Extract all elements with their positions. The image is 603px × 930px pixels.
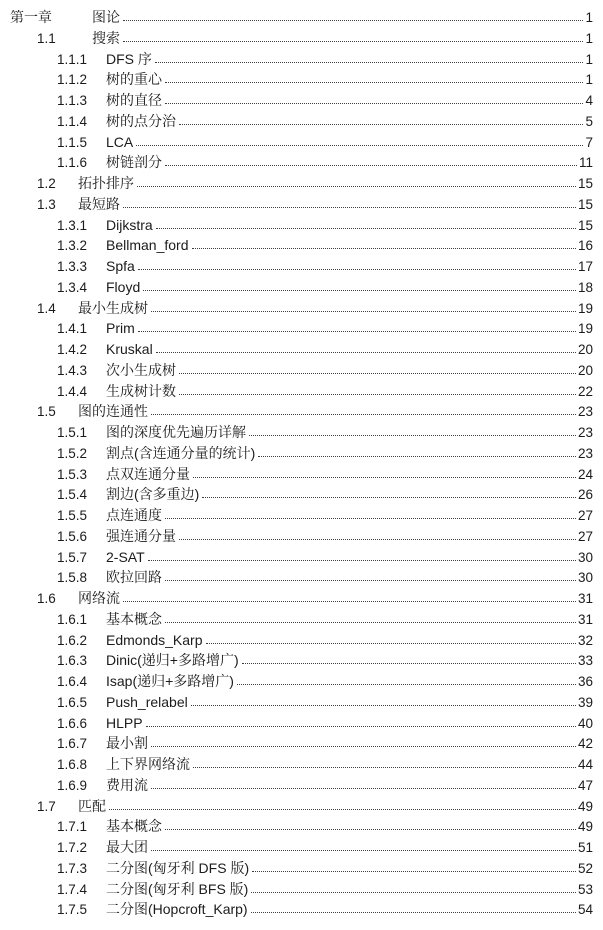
toc-entry-page: 49 [577, 798, 593, 814]
toc-entry-number: 1.1.1 [57, 51, 88, 67]
toc-entry-page: 1 [585, 10, 593, 25]
toc-entry-page: 47 [577, 777, 593, 793]
toc-entry-number: 1.5.7 [57, 549, 88, 565]
toc-entry-title: 生成树计数 [106, 382, 176, 399]
toc-entry-page: 26 [577, 487, 593, 503]
toc-entry-title: 二分图(Hopcroft_Karp) [106, 901, 248, 918]
toc-entry-title: 最小生成树 [78, 299, 148, 316]
toc-entry-title: 树的点分治 [106, 112, 176, 129]
dot-leader [165, 580, 576, 581]
toc-entry-number: 1.6.4 [57, 674, 88, 689]
toc-entry-page: 30 [577, 570, 593, 586]
toc-entry-page: 32 [577, 632, 593, 648]
toc-entry-page: 1 [585, 51, 593, 67]
toc-entry[interactable] [0, 671, 593, 692]
toc-entry[interactable] [0, 464, 593, 485]
toc-entry[interactable] [0, 422, 593, 443]
toc-entry-title: HLPP [106, 714, 143, 731]
toc-entry-number: 1.1 [37, 30, 56, 46]
toc-entry-number: 1.4.4 [57, 383, 88, 399]
toc-entry-page: 23 [577, 404, 593, 420]
toc-entry-title: Isap(递归+多路增广) [106, 673, 234, 689]
dot-leader [123, 601, 576, 602]
toc-entry-page: 1 [585, 30, 593, 46]
toc-entry-number: 1.7.1 [57, 819, 88, 835]
toc-entry-title: 二分图(匈牙利 DFS 版) [106, 859, 250, 876]
toc-entry-number: 1.6.6 [57, 715, 88, 731]
toc-entry[interactable] [0, 277, 593, 298]
toc-entry-number: 1.6.7 [57, 736, 88, 752]
toc-entry-page: 22 [577, 383, 593, 399]
dot-leader [143, 290, 576, 291]
toc-entry-title: Bellman_ford [106, 237, 189, 254]
toc-entry[interactable] [0, 49, 593, 70]
dot-leader [138, 331, 576, 332]
toc-entry-title: 割边(含多重边) [106, 486, 200, 503]
toc-entry-number: 第一章 [10, 9, 52, 25]
toc-entry[interactable] [0, 235, 593, 256]
toc-entry[interactable] [0, 381, 593, 402]
dot-leader [148, 560, 576, 561]
toc-entry-page: 44 [577, 757, 593, 772]
toc-entry[interactable] [0, 609, 593, 630]
toc-entry-title: 割点(含连通分量的统计) [106, 444, 256, 461]
toc-entry-title: 基本概念 [106, 610, 162, 627]
toc-entry-number: 1.7.5 [57, 902, 88, 918]
toc-entry[interactable] [0, 526, 593, 547]
toc-entry-number: 1.7 [37, 798, 56, 814]
dot-leader [258, 456, 576, 457]
toc-entry[interactable] [0, 298, 593, 319]
dot-leader [242, 663, 576, 664]
dot-leader [179, 373, 576, 374]
toc-entry-number: 1.6.3 [57, 653, 88, 669]
toc-entry-title: 网络流 [78, 590, 120, 606]
toc-entry-number: 1.2 [37, 176, 56, 191]
dot-leader [165, 165, 577, 166]
toc-entry-page: 16 [577, 238, 593, 254]
toc-entry-title: Push_relabel [106, 693, 188, 710]
dot-leader [249, 435, 576, 436]
dot-leader [165, 829, 576, 830]
dot-leader [151, 746, 576, 747]
toc-entry-title: Edmonds_Karp [106, 631, 203, 648]
toc-entry-title: Dijkstra [106, 216, 153, 233]
dot-leader [109, 809, 576, 810]
toc-entry-number: 1.6.5 [57, 694, 88, 710]
toc-entry[interactable] [0, 630, 593, 651]
toc-entry-title: 拓扑排序 [78, 175, 134, 191]
dot-leader [165, 82, 583, 83]
toc-entry-page: 20 [577, 342, 593, 357]
toc-entry[interactable] [0, 775, 593, 796]
toc-entry[interactable] [0, 194, 593, 215]
toc-entry[interactable] [0, 816, 593, 837]
toc-entry-page: 31 [577, 611, 593, 627]
toc-entry-page: 23 [577, 425, 593, 440]
toc-entry-title: Kruskal [106, 341, 153, 357]
toc-entry-number: 1.6.1 [57, 611, 88, 627]
toc-entry[interactable] [0, 505, 593, 526]
toc-entry-page: 54 [577, 902, 593, 918]
toc-entry-number: 1.3.1 [57, 217, 88, 233]
toc-entry-number: 1.5 [37, 404, 56, 420]
dot-leader [123, 20, 583, 21]
toc-entry[interactable] [0, 796, 593, 817]
toc-entry-number: 1.3 [37, 196, 56, 212]
toc-entry-title: Floyd [106, 278, 141, 295]
toc-entry-page: 15 [577, 176, 593, 191]
toc-entry[interactable] [0, 692, 593, 713]
dot-leader [165, 103, 583, 104]
toc-entry-title: 匹配 [78, 797, 106, 814]
dot-leader [202, 497, 576, 498]
toc-entry[interactable] [0, 858, 593, 879]
toc-entry-title: 图论 [92, 9, 120, 25]
toc-entry-page: 49 [577, 819, 593, 835]
toc-entry[interactable] [0, 69, 593, 90]
dot-leader [156, 228, 576, 229]
dot-leader [191, 705, 576, 706]
dot-leader [193, 477, 576, 478]
dot-leader [165, 518, 576, 519]
toc-entry[interactable] [0, 318, 593, 339]
dot-leader [251, 912, 576, 913]
toc-entry[interactable] [0, 567, 593, 588]
toc-entry-title: 搜索 [92, 29, 120, 46]
toc-entry-title: 上下界网络流 [106, 756, 190, 772]
dot-leader [123, 41, 583, 42]
toc-entry[interactable] [0, 879, 593, 900]
dot-leader [179, 124, 583, 125]
dot-leader [136, 145, 583, 146]
toc-entry-number: 1.1.6 [57, 155, 88, 171]
toc-entry-page: 53 [577, 881, 593, 897]
dot-leader [156, 352, 576, 353]
dot-leader [251, 892, 576, 893]
toc-entry-page: 23 [577, 445, 593, 461]
toc-entry-title: 图的深度优先遍历详解 [106, 424, 246, 440]
toc-entry-number: 1.5.2 [57, 445, 88, 461]
toc-entry-title: DFS 序 [106, 50, 152, 67]
toc-entry-number: 1.1.2 [57, 72, 88, 88]
dot-leader [151, 850, 576, 851]
toc-entry-page: 42 [577, 736, 593, 752]
toc-entry[interactable] [0, 256, 593, 277]
dot-leader [206, 643, 576, 644]
dot-leader [179, 394, 576, 395]
toc-entry-title: 二分图(匈牙利 BFS 版) [106, 880, 249, 897]
dot-leader [155, 62, 584, 63]
toc-entry[interactable] [0, 152, 593, 173]
toc-entry[interactable] [0, 7, 593, 28]
dot-leader [252, 871, 576, 872]
dot-leader [192, 248, 576, 249]
toc-entry-page: 36 [577, 674, 593, 689]
toc-entry[interactable] [0, 28, 593, 49]
toc-entry-title: 最小割 [106, 735, 148, 752]
dot-leader [179, 539, 576, 540]
dot-leader [137, 186, 576, 187]
toc-entry-number: 1.5.4 [57, 487, 88, 503]
toc-entry-page: 11 [578, 155, 593, 171]
toc-entry-number: 1.6 [37, 591, 56, 606]
toc-entry-page: 5 [585, 113, 593, 129]
toc-entry-page: 18 [577, 279, 593, 295]
toc-entry-title: 图的连通性 [78, 403, 148, 420]
toc-entry-page: 31 [577, 591, 593, 606]
toc-entry-number: 1.5.8 [57, 570, 88, 586]
dot-leader [151, 414, 576, 415]
toc-entry-title: 费用流 [106, 776, 148, 793]
dot-leader [165, 622, 576, 623]
toc-entry-title: 最短路 [78, 195, 120, 212]
toc-entry[interactable] [0, 401, 593, 422]
toc-entry[interactable] [0, 111, 593, 132]
toc-entry-number: 1.7.3 [57, 860, 88, 876]
toc-entry-title: 点双连通分量 [106, 465, 190, 482]
toc-entry-page: 24 [577, 466, 593, 482]
toc-entry-title: LCA [106, 133, 134, 150]
toc-entry-title: 树的重心 [106, 71, 162, 88]
toc-entry[interactable] [0, 547, 593, 568]
toc-entry-page: 52 [577, 860, 593, 876]
toc-entry-number: 1.1.3 [57, 93, 88, 108]
toc-entry-page: 15 [577, 217, 593, 233]
toc-entry-number: 1.3.3 [57, 259, 88, 274]
toc-entry-title: Prim [106, 320, 135, 337]
toc-entry-number: 1.4.3 [57, 362, 88, 378]
toc-entry-title: 点连通度 [106, 507, 162, 523]
toc-entry-number: 1.4 [37, 300, 56, 316]
toc-entry-number: 1.3.2 [57, 238, 88, 254]
toc-entry-page: 19 [577, 321, 593, 337]
toc-entry-number: 1.5.3 [57, 466, 88, 482]
toc-entry-number: 1.6.2 [57, 632, 88, 648]
toc-entry-title: 次小生成树 [106, 361, 176, 378]
dot-leader [237, 684, 576, 685]
toc-entry-page: 1 [585, 72, 593, 88]
toc-entry-title: Spfa [106, 258, 135, 274]
toc-entry-number: 1.4.1 [57, 321, 88, 337]
toc-entry-title: 最大团 [106, 839, 148, 855]
toc-entry[interactable] [0, 90, 593, 111]
toc-entry-title: 强连通分量 [106, 527, 176, 544]
toc-entry[interactable] [0, 484, 593, 505]
dot-leader [151, 788, 576, 789]
toc-entry-number: 1.7.2 [57, 840, 88, 855]
toc-entry-title: 欧拉回路 [106, 569, 162, 586]
toc-entry[interactable] [0, 173, 593, 194]
toc-entry[interactable] [0, 443, 593, 464]
toc-entry-number: 1.5.1 [57, 425, 88, 440]
dot-leader [146, 726, 576, 727]
dot-leader [123, 207, 576, 208]
dot-leader [193, 767, 576, 768]
toc-entry-number: 1.1.4 [57, 113, 88, 129]
toc-entry-page: 17 [577, 259, 593, 274]
toc-entry-title: 2-SAT [106, 548, 145, 565]
toc-entry[interactable] [0, 713, 593, 734]
dot-leader [151, 311, 576, 312]
toc-entry-page: 33 [577, 653, 593, 669]
toc-entry-page: 27 [577, 508, 593, 523]
dot-leader [138, 269, 576, 270]
toc-entry[interactable] [0, 339, 593, 360]
toc-entry-title: Dinic(递归+多路增广) [106, 652, 239, 669]
toc-entry-page: 19 [577, 300, 593, 316]
toc-entry[interactable] [0, 899, 593, 920]
toc-entry[interactable] [0, 650, 593, 671]
toc-entry-page: 27 [577, 528, 593, 544]
toc-entry-page: 7 [585, 134, 593, 150]
toc-entry-title: 树的直径 [106, 92, 162, 108]
toc-entry-number: 1.5.5 [57, 508, 88, 523]
toc-entry-title: 基本概念 [106, 818, 162, 835]
toc-entry-number: 1.6.8 [57, 757, 88, 772]
toc-entry-page: 30 [577, 549, 593, 565]
toc-entry[interactable] [0, 733, 593, 754]
toc-entry-page: 40 [577, 715, 593, 731]
toc-entry-page: 39 [577, 694, 593, 710]
toc-entry-number: 1.3.4 [57, 279, 88, 295]
toc-entry-title: 树链剖分 [106, 154, 162, 171]
toc-entry-page: 4 [585, 93, 593, 108]
toc-entry[interactable] [0, 215, 593, 236]
toc-entry-page: 51 [577, 840, 593, 855]
toc-entry-page: 15 [577, 196, 593, 212]
toc-entry-number: 1.5.6 [57, 528, 88, 544]
toc-entry[interactable] [0, 588, 593, 609]
toc-entry[interactable] [0, 132, 593, 153]
toc-entry-number: 1.6.9 [57, 777, 88, 793]
toc-entry[interactable] [0, 754, 593, 775]
toc-entry-number: 1.7.4 [57, 881, 88, 897]
toc-entry-number: 1.1.5 [57, 134, 88, 150]
toc-entry[interactable] [0, 837, 593, 858]
toc-entry-number: 1.4.2 [57, 342, 88, 357]
toc-entry-page: 20 [577, 362, 593, 378]
toc-entry[interactable] [0, 360, 593, 381]
